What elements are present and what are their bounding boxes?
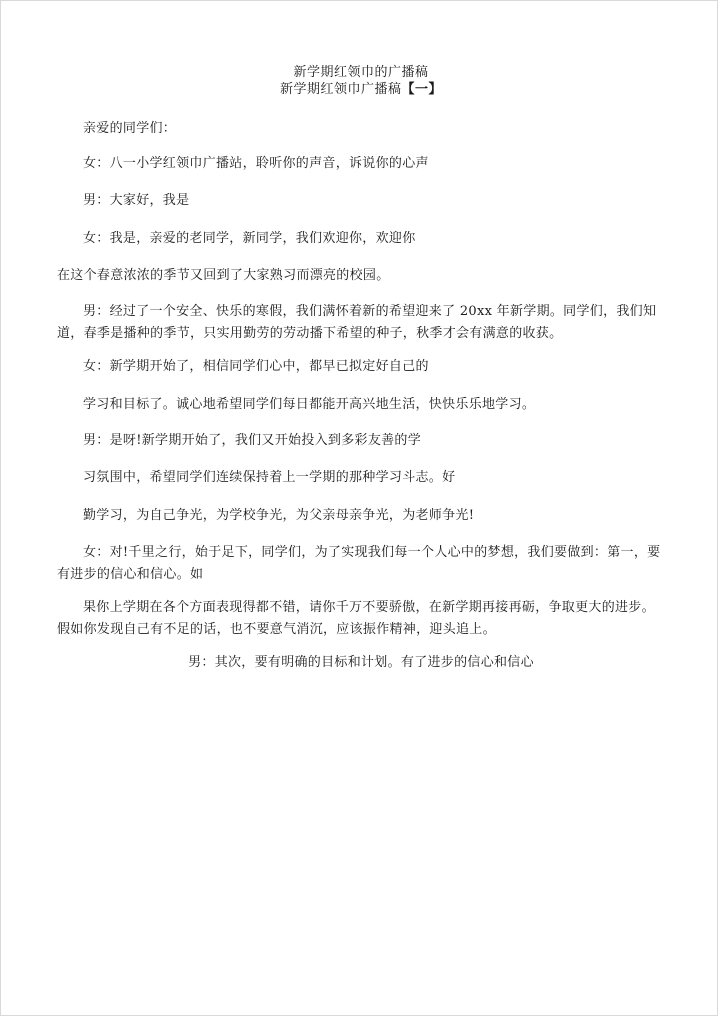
paragraph-10: 勤学习，为自己争光，为学校争光，为父亲母亲争光，为老师争光! bbox=[83, 508, 475, 523]
paragraph-1: 女：八一小学红领巾广播站，聆听你的声音，诉说你的心声 bbox=[83, 156, 429, 171]
paragraph-13: 男：其次，要有明确的目标和计划。有了进步的信心和信心 bbox=[188, 655, 534, 670]
subtitle-bracket: 【一】 bbox=[401, 82, 443, 97]
paragraph-2: 男：大家好，我是 bbox=[83, 193, 190, 208]
paragraph-11: 女：对!千里之行，始于足下，同学们，为了实现我们每一个人心中的梦想，我们要做到：第一，要有进步的信心和信心。如 bbox=[57, 545, 661, 582]
paragraph-9: 习氛围中，希望同学们连续保持着上一学期的那种学习斗志。好 bbox=[83, 470, 456, 485]
paragraph-5: 男：经过了一个安全、快乐的寒假，我们满怀着新的希望迎来了 20xx 年新学期。同学们，我们知道，春季是播种的季节，只实用勤劳的劳动播下希望的种子，秋季才会有满意的收获。 bbox=[57, 304, 657, 341]
document-subtitle bbox=[1, 82, 720, 98]
paragraph-greeting: 亲爱的同学们： bbox=[83, 121, 177, 136]
paragraph-12: 果你上学期在各个方面表现得都不错，请你千万不要骄傲，在新学期再接再砺，争取更大的进步。假如你发现自己有不足的话，也不要意气消沉，应该振作精神，迎头追上。 bbox=[57, 600, 655, 637]
paragraph-3: 女：我是，亲爱的老同学，新同学，我们欢迎你，欢迎你 bbox=[83, 231, 416, 246]
paragraph-6: 女：新学期开始了，相信同学们心中，都早已拟定好自己的 bbox=[83, 359, 429, 374]
paragraph-4: 在这个春意浓浓的季节又回到了大家熟习而漂亮的校园。 bbox=[57, 268, 390, 283]
paragraph-8: 男：是呀!新学期开始了，我们又开始投入到多彩友善的学 bbox=[83, 433, 422, 448]
document-title: 新学期红领巾的广播稿 bbox=[293, 65, 429, 80]
paragraph-7: 学习和目标了。诚心地希望同学们每日都能开高兴地生活，快快乐乐地学习。 bbox=[83, 397, 536, 412]
subtitle-text: 新学期红领巾广播稿 bbox=[279, 82, 402, 97]
